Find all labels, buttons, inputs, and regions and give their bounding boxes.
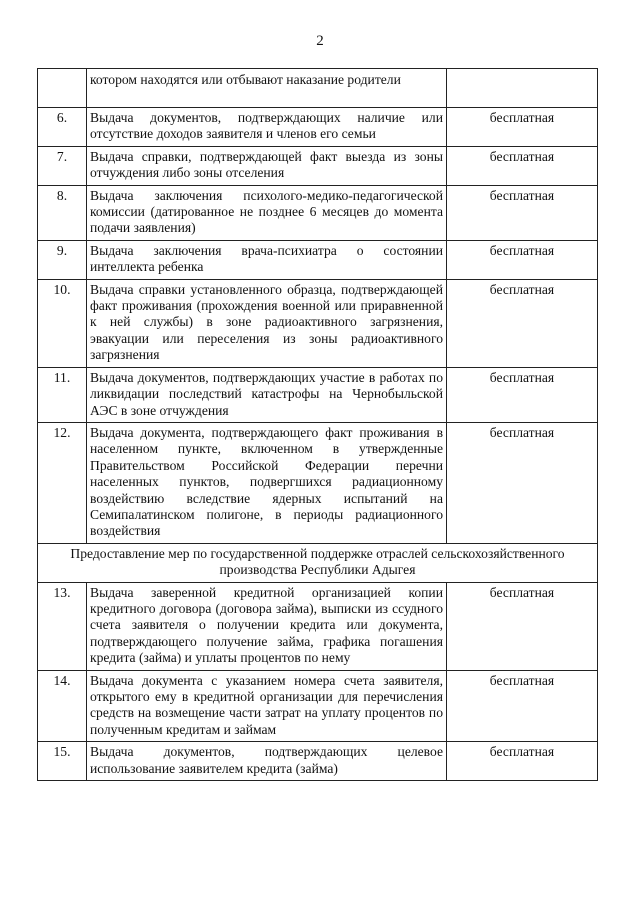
row-number: 6. — [38, 108, 87, 147]
row-number: 11. — [38, 367, 87, 422]
row-description: Выдача справки, подтверждающей факт выезда из зоны отчуждения либо зоны отселения — [87, 146, 447, 185]
row-number: 14. — [38, 670, 87, 742]
row-fee: бесплатная — [447, 108, 598, 147]
row-description: Выдача заключения психолого-медико-педагогической комиссии (датированное не позднее 6 месяцев до момента подачи заявления) — [87, 185, 447, 240]
section-heading-row — [38, 543, 598, 582]
table-row — [38, 240, 598, 279]
row-description: Выдача справки установленного образца, подтверждающей факт проживания (прохождения военной или приравненной к ней службы) в зоне радиоактивного загрязнения, эвакуации или переселения из зоны радиоактивного загрязнения — [87, 279, 447, 367]
row-fee: бесплатная — [447, 146, 598, 185]
row-fee: бесплатная — [447, 742, 598, 781]
row-description: Выдача документов, подтверждающих наличие или отсутствие доходов заявителя и членов его семьи — [87, 108, 447, 147]
row-number: 10. — [38, 279, 87, 367]
row-description: Выдача документов, подтверждающих участие в работах по ликвидации последствий катастрофы на Чернобыльской АЭС в зоне отчуждения — [87, 367, 447, 422]
table-row — [38, 185, 598, 240]
services-table — [37, 68, 598, 781]
row-fee: бесплатная — [447, 367, 598, 422]
table-row — [38, 108, 598, 147]
row-number: 9. — [38, 240, 87, 279]
row-number: 15. — [38, 742, 87, 781]
row-fee: бесплатная — [447, 582, 598, 670]
row-fee: бесплатная — [447, 240, 598, 279]
row-number — [38, 69, 87, 108]
row-number: 7. — [38, 146, 87, 185]
row-description: Выдача заверенной кредитной организацией копии кредитного договора (договора займа), выписки из ссудного счета заявителя о получении кредита или документа, подтверждающего получение займа, графика погашения кредита (займа) и уплаты процентов по нему — [87, 582, 447, 670]
row-fee — [447, 69, 598, 108]
row-fee: бесплатная — [447, 670, 598, 742]
row-fee: бесплатная — [447, 279, 598, 367]
row-description: Выдача заключения врача-психиатра о состоянии интеллекта ребенка — [87, 240, 447, 279]
row-description: котором находятся или отбывают наказание родители — [87, 69, 447, 108]
table-row — [38, 146, 598, 185]
row-number: 13. — [38, 582, 87, 670]
row-fee: бесплатная — [447, 422, 598, 543]
row-number: 8. — [38, 185, 87, 240]
table-row — [38, 279, 598, 367]
row-description: Выдача документа, подтверждающего факт проживания в населенном пункте, включенном в утвержденные Правительством Российской Федерации перечни населенных пунктов, подвергшихся радиационному воздействию вследствие ядерных испытаний на Семипалатинском полигоне, в периоды радиационного воздействия — [87, 422, 447, 543]
row-description: Выдача документа с указанием номера счета заявителя, открытого ему в кредитной организации для перечисления средств на возмещение части затрат на уплату процентов по полученным кредитам и займам — [87, 670, 447, 742]
table-row — [38, 670, 598, 742]
section-heading: Предоставление мер по государственной поддержке отраслей сельскохозяйственного производства Республики Адыгея — [38, 543, 598, 582]
table-row — [38, 422, 598, 543]
row-number: 12. — [38, 422, 87, 543]
row-fee: бесплатная — [447, 185, 598, 240]
row-description: Выдача документов, подтверждающих целевое использование заявителем кредита (займа) — [87, 742, 447, 781]
table-row — [38, 367, 598, 422]
table-row — [38, 742, 598, 781]
table-row — [38, 69, 598, 108]
page-number: 2 — [316, 33, 324, 49]
table-row — [38, 582, 598, 670]
